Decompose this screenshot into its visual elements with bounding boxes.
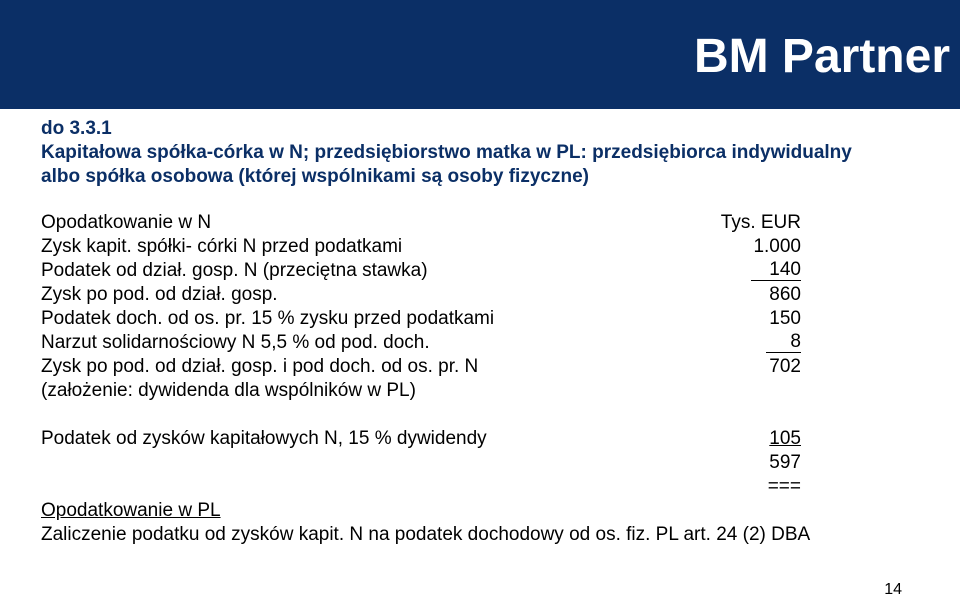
brand-title: BM Partner [693, 30, 950, 83]
pl-text: Zaliczenie podatku od zysków kapit. N na podatek dochodowy od os. fiz. PL art. 24 (2) DBA [41, 524, 811, 545]
table-row [41, 331, 801, 355]
row-value: 140 [751, 259, 801, 281]
header-bar [0, 0, 960, 109]
table-row [41, 307, 801, 331]
section-number: do 3.3.1 [41, 118, 112, 139]
row-label: Podatek od dział. gosp. N (przeciętna stawka) [41, 260, 428, 281]
dividend-tax-row [41, 427, 801, 451]
row-value: 702 [769, 356, 801, 377]
row-label: Zysk kapit. spółki- córki N przed podatkami [41, 236, 403, 257]
net-dividend-value: 597 [769, 452, 801, 473]
section-title-line-1: Kapitałowa spółka-córka w N; przedsiębiorstwo matka w PL: przedsiębiorca indywidualny [41, 142, 852, 163]
row-label: Podatek doch. od os. pr. 15 % zysku przed podatkami [41, 308, 495, 329]
row-label: Zysk po pod. od dział. gosp. [41, 284, 278, 305]
row-label: Zysk po pod. od dział. gosp. i pod doch. od os. pr. N [41, 356, 479, 377]
row-value: 860 [769, 284, 801, 305]
dividend-tax-label: Podatek od zysków kapitałowych N, 15 % dywidendy [41, 428, 487, 449]
assumption-note: (założenie: dywidenda dla wspólników w PL) [41, 380, 416, 401]
table-row [41, 283, 801, 307]
page-number: 14 [884, 581, 902, 598]
table-row [41, 235, 801, 259]
row-value: 8 [766, 331, 801, 353]
row-label: Narzut solidarnościowy N 5,5 % od pod. doch. [41, 332, 430, 353]
row-value: 1.000 [753, 236, 801, 257]
dividend-tax-value: 105 [769, 428, 801, 449]
pl-heading: Opodatkowanie w PL [41, 500, 221, 521]
section-title-line-2: albo spółka osobowa (której wspólnikami są osoby fizyczne) [41, 166, 589, 187]
table-header-label: Opodatkowanie w N [41, 212, 212, 233]
separator-row [41, 475, 801, 499]
table-row [41, 355, 801, 379]
table-row [41, 259, 801, 283]
result-separator: === [767, 476, 801, 497]
currency-label: Tys. EUR [720, 212, 801, 233]
table-header-row [41, 211, 801, 235]
row-value: 150 [769, 308, 801, 329]
net-dividend-row [41, 451, 801, 475]
